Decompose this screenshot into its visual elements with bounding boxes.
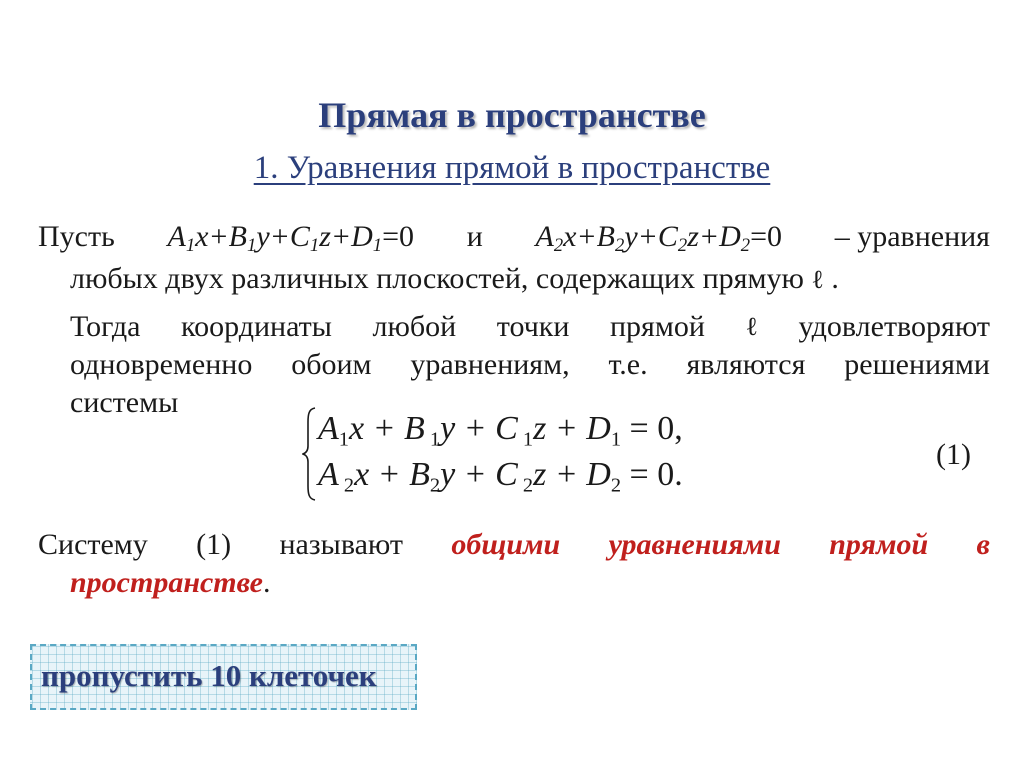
then-word: удовлетворяют: [798, 310, 990, 343]
definition-word: пространстве: [70, 566, 263, 599]
then-word: являются: [686, 348, 806, 381]
definition-word: в: [976, 528, 990, 561]
conclusion-word: (1): [196, 528, 232, 561]
plane-equation-1: $A_1x+B_1y+C_1z+D_1=0$: [167, 220, 414, 257]
then-word: точки: [496, 310, 570, 343]
skip-cells-text: пропустить 10 клеточек: [41, 658, 377, 693]
plane-equation-2: $A_2x+B_2y+C_2z+D_2=0$: [535, 220, 782, 257]
word-and: и: [466, 220, 483, 253]
then-word: т.е.: [608, 348, 648, 381]
definition-word: общими: [451, 528, 561, 561]
then-word: решениями: [844, 348, 990, 381]
then-word: координаты: [181, 310, 332, 343]
left-brace-icon: [302, 406, 318, 502]
then-line-2: [70, 346, 990, 384]
then-word: уравнениям,: [410, 348, 570, 381]
line-symbol: ℓ: [811, 265, 824, 295]
then-word: любой: [372, 310, 457, 343]
equation-number: (1): [936, 438, 971, 471]
word-let: Пусть: [38, 220, 115, 253]
intro-tail: – уравнения: [834, 220, 990, 253]
conclusion-line-1: [38, 526, 990, 564]
then-word: прямой: [609, 310, 705, 343]
conclusion-word: называют: [279, 528, 404, 561]
intro-period: .: [831, 262, 839, 295]
definition-word: уравнениями: [608, 528, 781, 561]
intro-line-2-text: любых двух различных плоскостей, содержащих прямую: [70, 262, 804, 295]
then-word: одновременно: [70, 348, 253, 381]
definition-word: прямой: [829, 528, 929, 561]
conclusion-line-2: [70, 564, 271, 602]
system-equation-2: A $_2x + B_2y + C$ $_2z + D_2 = 0$.: [318, 456, 683, 497]
conclusion-period: .: [263, 566, 271, 599]
then-word: Тогда: [70, 310, 141, 343]
skip-cells-note: [30, 644, 417, 710]
slide-title: Прямая в пространстве: [318, 95, 706, 135]
then-line-1: [70, 308, 990, 346]
equation-system: [302, 404, 722, 504]
then-word: обоим: [291, 348, 372, 381]
intro-line-1: [38, 218, 990, 265]
system-equation-1: $A_1x + B$ $_1$y + C $_1z + D_1 = 0$,: [318, 410, 683, 451]
intro-line-2: [70, 260, 839, 299]
line-symbol: ℓ: [745, 312, 758, 342]
conclusion-word: Системy: [38, 528, 148, 561]
then-line-3: системы: [70, 386, 179, 419]
slide-subtitle: 1. Уравнения прямой в пространстве: [253, 150, 771, 186]
